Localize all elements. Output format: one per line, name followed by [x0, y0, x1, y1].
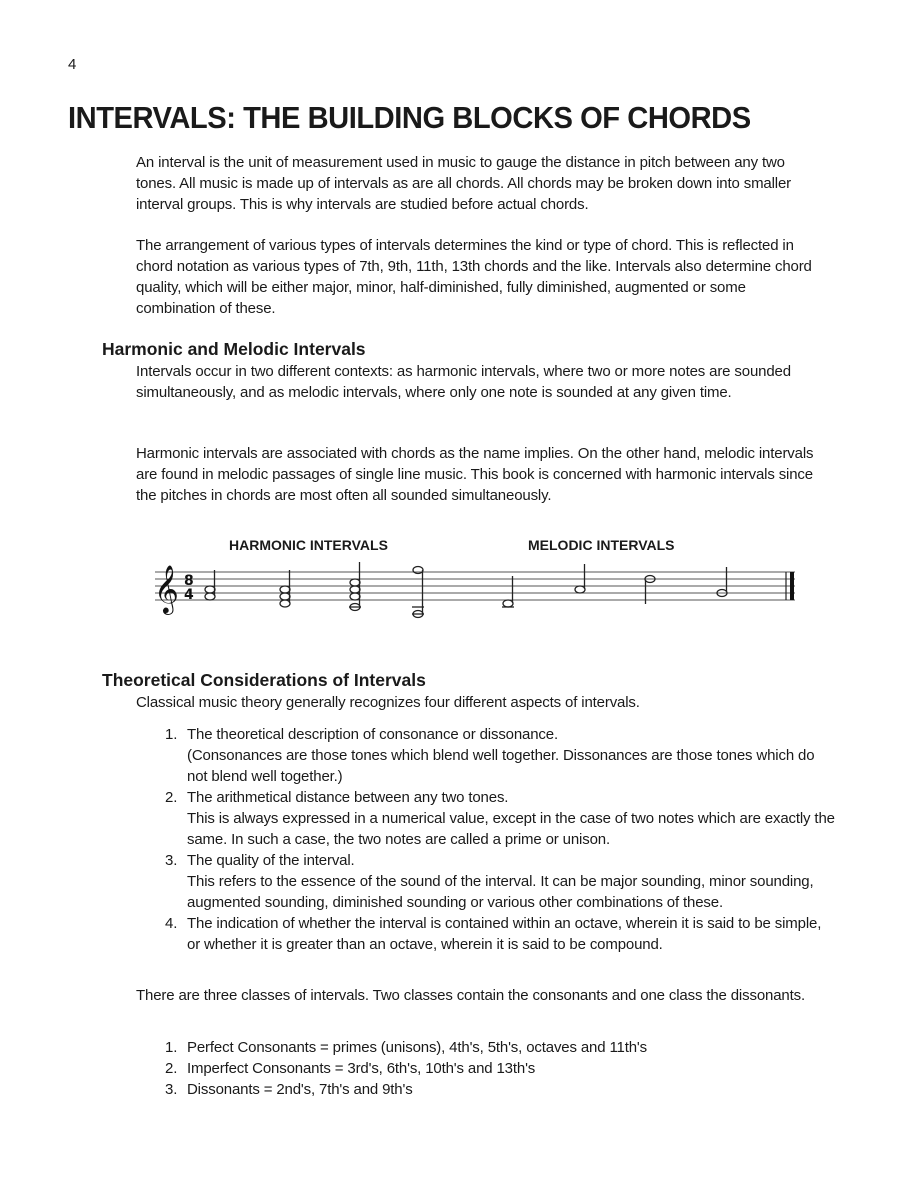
aspect-title: The quality of the interval.: [187, 852, 355, 869]
theoretical-intro: Classical music theory generally recognizes four different aspects of intervals.: [136, 694, 640, 711]
list-number: 2.: [165, 1060, 178, 1077]
list-number: 4.: [165, 915, 178, 932]
intro-paragraph-2: The arrangement of various types of intervals determines the kind or type of chord. This is reflected in chord notation as various types of 7th, 9th, 11th, 13th chords and the like. Intervals also determine chord quality, which will be either major, minor, half-diminished, fully diminished, augmented or some combination of these.: [136, 237, 812, 317]
aspect-title: The indication of whether the interval is contained within an octave, wherein it is said to be simple, or whether it is greater than an octave, wherein it is said to be compound.: [187, 915, 822, 953]
harmonic-interval-4: [412, 567, 424, 618]
music-staff: [150, 562, 810, 632]
page-number: 4: [68, 56, 77, 73]
time-signature-top: 8: [184, 573, 194, 589]
harmonic-melodic-paragraph-2: Harmonic intervals are associated with chords as the name implies. On the other hand, melodic intervals are found in melodic passages of single line music. This book is concerned with harmonic intervals since the pitches in chords are most often all sounded simultaneously.: [136, 445, 814, 504]
class-text: Imperfect Consonants = 3rd's, 6th's, 10th's and 13th's: [187, 1060, 536, 1077]
harmonic-interval-1: [205, 570, 215, 600]
harmonic-melodic-heading: Harmonic and Melodic Intervals: [102, 339, 366, 359]
harmonic-melodic-paragraph-1: Intervals occur in two different contexts: as harmonic intervals, where two or more notes are sounded simultaneously, and as melodic intervals, where only one note is sounded at any given time.: [136, 363, 791, 401]
intro-paragraph-1: An interval is the unit of measurement used in music to gauge the distance in pitch between any two tones. All music is made up of intervals as are all chords. All chords may be broken down into smaller interval groups. This is why intervals are studied before actual chords.: [136, 154, 792, 213]
aspect-title: The arithmetical distance between any two tones.: [187, 789, 509, 806]
aspect-detail: This refers to the essence of the sound of the interval. It can be major sounding, minor sounding, augmented sounding, diminished sounding or various other combinations of these.: [187, 873, 814, 911]
staff-lines: [155, 572, 795, 600]
melodic-note-2: [575, 564, 585, 593]
melodic-note-1: [502, 576, 514, 607]
list-item: [165, 787, 837, 850]
list-item: [165, 1037, 837, 1058]
list-number: 1.: [165, 726, 178, 743]
aspect-detail: This is always expressed in a numerical value, except in the case of two notes which are exactly the same. In such a case, the two notes are called a prime or unison.: [187, 810, 835, 848]
aspect-detail: (Consonances are those tones which blend well together. Dissonances are those tones which do not blend well together.): [187, 747, 815, 785]
class-text: Perfect Consonants = primes (unisons), 4th's, 5th's, octaves and 11th's: [187, 1039, 647, 1056]
theoretical-heading: Theoretical Considerations of Intervals: [102, 670, 426, 690]
melodic-note-4: [717, 567, 727, 597]
class-text: Dissonants = 2nd's, 7th's and 9th's: [187, 1081, 413, 1098]
list-number: 1.: [165, 1039, 178, 1056]
list-item: [165, 724, 837, 787]
classes-list: [165, 1037, 837, 1100]
time-signature-bottom: 4: [184, 587, 194, 603]
treble-clef-icon: 𝄞: [154, 564, 179, 613]
list-number: 3.: [165, 1081, 178, 1098]
list-item: [165, 850, 837, 913]
harmonic-interval-2: [280, 570, 290, 607]
list-number: 2.: [165, 789, 178, 806]
harmonic-intervals-label: HARMONIC INTERVALS: [229, 537, 388, 553]
classes-intro: There are three classes of intervals. Two classes contain the consonants and one class the dissonants.: [136, 987, 805, 1004]
list-item: [165, 1058, 837, 1079]
list-item: [165, 913, 837, 955]
aspect-title: The theoretical description of consonance or dissonance.: [187, 726, 558, 743]
list-number: 3.: [165, 852, 178, 869]
page-title: INTERVALS: THE BUILDING BLOCKS OF CHORDS: [68, 100, 751, 135]
list-item: [165, 1079, 837, 1100]
aspects-list: [165, 724, 837, 955]
melodic-intervals-label: MELODIC INTERVALS: [528, 537, 675, 553]
